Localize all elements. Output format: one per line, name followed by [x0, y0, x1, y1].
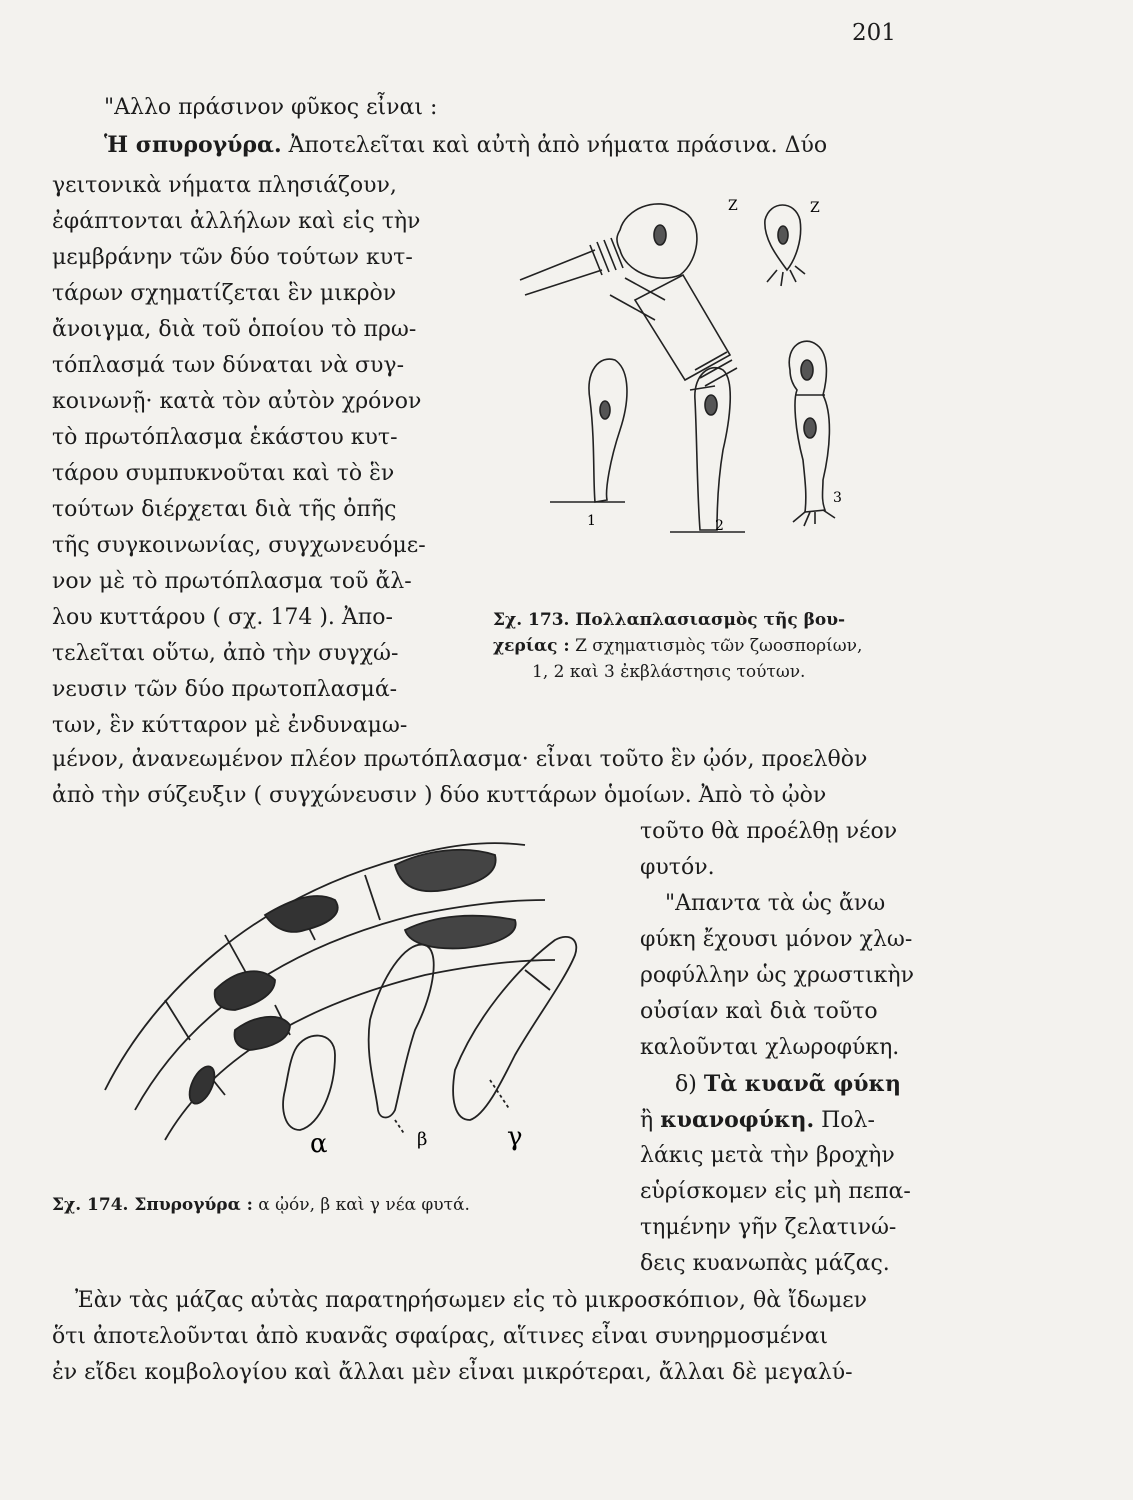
subheading-prefix: δ) — [675, 1072, 704, 1097]
section-heading-line — [104, 131, 827, 160]
caption-text: Z σχηματισμὸς τῶν ζωοσπορίων, — [569, 636, 863, 656]
subheading-line — [675, 1070, 901, 1099]
fig173-label-2: 2 — [715, 518, 724, 534]
fig174-label-gamma: γ — [507, 1122, 523, 1152]
subheading-title: Τὰ κυανᾶ φύκη — [703, 1071, 901, 1097]
text-line: λου κυττάρου ( σχ. 174 ). Ἀπο- — [52, 605, 393, 630]
figure-174-caption — [52, 1193, 470, 1217]
fig173-nucleus — [778, 226, 788, 244]
text-line: ἐφάπτονται ἀλλήλων καὶ εἰς τὴν — [52, 209, 421, 234]
fig173-nucleus — [705, 395, 717, 415]
fig173-nucleus — [654, 225, 666, 245]
fig173-filament-edge — [610, 295, 655, 320]
text-line: ἄνοιγμα, διὰ τοῦ ὁποίου τὸ πρω- — [52, 317, 417, 342]
fig174-chloroplast — [405, 916, 516, 949]
fig174-label-beta: β — [417, 1129, 428, 1150]
subheading-line — [640, 1106, 875, 1135]
fig174-chloroplast — [265, 896, 338, 932]
subheading-rest: Πολ- — [814, 1108, 875, 1133]
text-line: φύκη ἔχουσι μόνον χλω- — [640, 927, 913, 952]
fig173-label-z: Z — [728, 198, 738, 214]
caption-line — [493, 634, 862, 658]
fig173-nucleus — [804, 418, 816, 438]
text-line: τούτων διέρχεται διὰ τῆς ὀπῆς — [52, 497, 397, 522]
text-line: ροφύλλην ὡς χρωστικὴν — [640, 963, 914, 988]
text-line: κοινωνῇ· κατὰ τὸν αὐτὸν χρόνον — [52, 389, 422, 414]
fig174-leader-beta — [395, 1120, 405, 1135]
fig174-young-plant-beta — [369, 945, 434, 1118]
fig174-egg-alpha — [283, 1036, 335, 1130]
fig173-germling-1 — [589, 359, 627, 502]
text-line: τοῦτο θὰ προέλθῃ νέον — [640, 819, 898, 844]
text-line: Ἐὰν τὰς μάζας αὐτὰς παρατηρήσωμεν εἰς τὸ μικροσκόπιον, θὰ ἴδωμεν — [75, 1288, 868, 1313]
fig173-filament-edge — [625, 278, 665, 300]
text-line: λάκις μετὰ τὴν βροχὴν — [640, 1143, 895, 1168]
text-line: δεις κυανωπὰς μάζας. — [640, 1251, 890, 1276]
text-line: ἀπὸ τὴν σύζευξιν ( συγχώνευσιν ) δύο κυττάρων ὁμοίων. Ἀπὸ τὸ ᾠὸν — [52, 783, 827, 808]
fig173-label-1: 1 — [587, 513, 596, 529]
text-line: μένον, ἀνανεωμένον πλέον πρωτόπλασμα· εἶναι τοῦτο ἓν ᾠόν, προελθὸν — [52, 747, 868, 772]
text-line: καλοῦνται χλωροφύκη. — [640, 1035, 900, 1060]
fig174-label-alpha: α — [310, 1129, 328, 1159]
text-line: τημένην γῆν ζελατινώ- — [640, 1215, 897, 1240]
caption-line: 1, 2 καὶ 3 ἐκβλάστησις τούτων. — [532, 662, 806, 682]
text-line: "Αλλο πράσινον φῦκος εἶναι : — [104, 95, 438, 120]
fig173-tube-edge — [690, 386, 715, 390]
fig174-chloroplast — [235, 1017, 290, 1050]
fig174-young-plant-gamma — [453, 937, 576, 1120]
subheading-title: κυανοφύκη. — [660, 1107, 815, 1133]
text-line: τάρων σχηματίζεται ἓν μικρὸν — [52, 281, 397, 306]
fig173-tube-rings — [695, 352, 737, 386]
text-line: "Απαντα τὰ ὡς ἄνω — [665, 891, 886, 916]
fig173-label-3: 3 — [833, 490, 842, 506]
caption-bold: Σχ. 174. Σπυρογύρα : — [52, 1195, 253, 1215]
caption-line — [493, 608, 845, 632]
text-line: εὑρίσκομεν εἰς μὴ πεπα- — [640, 1179, 911, 1204]
text-line: μεμβράνην τῶν δύο τούτων κυτ- — [52, 245, 413, 270]
fig173-nucleus — [801, 360, 813, 380]
fig174-chloroplast — [215, 971, 275, 1010]
text-line: οὐσίαν καὶ διὰ τοῦτο — [640, 999, 878, 1024]
fig173-germling-2 — [695, 368, 730, 530]
text-line: τῆς συγκοινωνίας, συγχωνευόμε- — [52, 533, 426, 558]
text-line: των, ἓν κύτταρον μὲ ἐνδυναμω- — [52, 713, 408, 738]
text-line: νον μὲ τὸ πρωτόπλασμα τοῦ ἄλ- — [52, 569, 412, 594]
text-line: ὅτι ἀποτελοῦνται ἀπὸ κυανᾶς σφαίρας, αἵτινες εἶναι συνηρμοσμέναι — [52, 1324, 829, 1349]
text-line: γειτονικὰ νήματα πλησιάζουν, — [52, 173, 397, 198]
fig173-rhizoids — [793, 510, 835, 526]
caption-text: α ᾠόν, β καὶ γ νέα φυτά. — [252, 1195, 470, 1215]
caption-bold: χερίας : — [493, 636, 570, 656]
text-line: τελεῖται οὕτω, ἀπὸ τὴν συγχώ- — [52, 641, 399, 666]
heading-rest: Ἀποτελεῖται καὶ αὐτὴ ἀπὸ νήματα πράσινα. Δύο — [281, 133, 828, 158]
subheading-prefix: ἢ — [640, 1108, 661, 1133]
text-line: τάρου συμπυκνοῦται καὶ τὸ ἓν — [52, 461, 395, 486]
fig174-gamma-septum — [525, 970, 550, 990]
text-line: ἐν εἴδει κομβολογίου καὶ ἄλλαι μὲν εἶναι μικρότεραι, ἄλλαι δὲ μεγαλύ- — [52, 1360, 853, 1385]
text-line: φυτόν. — [640, 855, 715, 880]
fig174-egg-in-filament — [184, 1063, 219, 1108]
text-line: νευσιν τῶν δύο πρωτοπλασμά- — [52, 677, 398, 702]
fig173-nucleus — [600, 401, 610, 419]
text-line: τόπλασμά των δύναται νὰ συγ- — [52, 353, 405, 378]
section-heading: Ἡ σπυρογύρα. — [104, 132, 282, 158]
caption-bold: Σχ. 173. Πολλαπλασιασμὸς τῆς βου- — [493, 610, 846, 630]
figure-173 — [505, 190, 905, 550]
fig173-label-z-prime: Z — [810, 200, 820, 216]
page-number: 201 — [852, 20, 896, 46]
text-line: τὸ πρωτόπλασμα ἑκάστου κυτ- — [52, 425, 398, 450]
figure-174 — [95, 820, 625, 1160]
